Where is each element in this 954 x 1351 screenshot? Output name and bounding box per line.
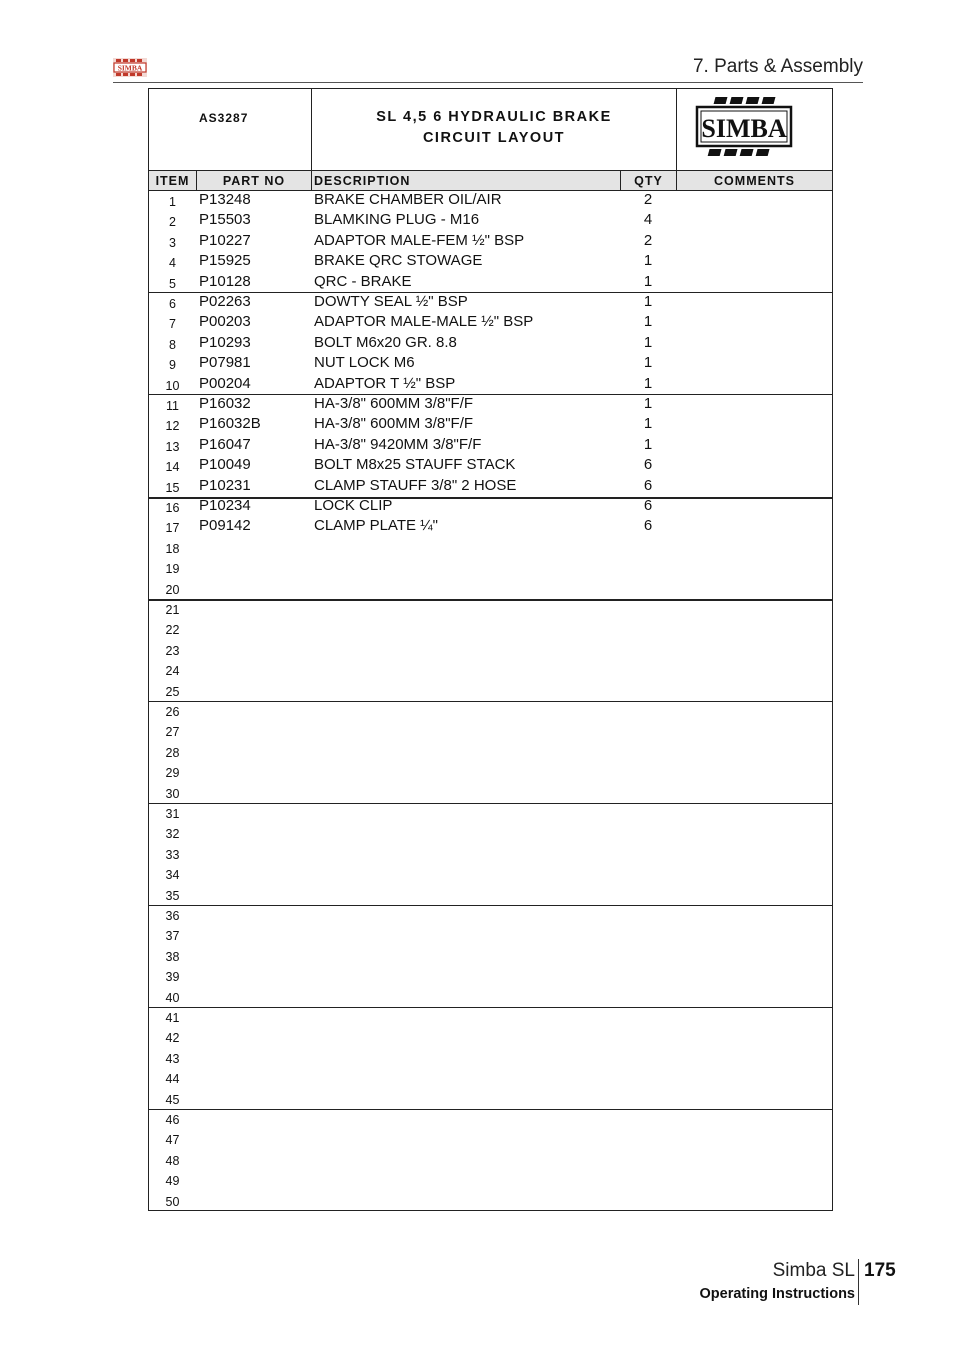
table-row (149, 884, 832, 904)
item-number: 12 (165, 419, 180, 434)
part-description: DOWTY SEAL ½" BSP (314, 293, 468, 310)
table-row (149, 1026, 832, 1046)
table-row (149, 272, 832, 292)
item-number: 30 (165, 786, 180, 801)
item-number: 2 (169, 215, 176, 230)
table-row (149, 210, 832, 230)
part-quantity: 1 (643, 293, 653, 310)
item-number: 18 (165, 541, 180, 556)
part-number: P00204 (199, 374, 251, 392)
table-row (149, 516, 832, 536)
table-row (149, 1169, 832, 1189)
table-row (149, 1108, 832, 1128)
page-number: 175 (864, 1260, 896, 1281)
item-number: 16 (165, 501, 180, 515)
part-description: BOLT M8x25 STAUFF STACK (314, 456, 516, 474)
table-row (149, 965, 832, 985)
header-divider (196, 171, 197, 190)
item-number: 46 (165, 1113, 180, 1127)
part-quantity: 4 (643, 211, 653, 229)
table-row (149, 578, 832, 598)
item-number: 13 (165, 439, 180, 454)
table-row (149, 945, 832, 965)
item-number: 17 (165, 521, 180, 536)
table-row (149, 1149, 832, 1169)
table-row (149, 986, 832, 1006)
col-qty-header: QTY (620, 171, 677, 190)
part-description: BLAMKING PLUG - M16 (314, 211, 480, 229)
col-part-no-header: PART NO (196, 171, 312, 190)
table-row (149, 843, 832, 863)
table-row (149, 537, 832, 557)
part-number: P10293 (199, 333, 251, 351)
table-row (149, 863, 832, 883)
item-number: 29 (165, 766, 180, 781)
item-number: 10 (165, 378, 180, 393)
part-quantity: 1 (643, 435, 653, 453)
section-title: 7. Parts & Assembly (692, 56, 863, 77)
simba-logo-small (113, 58, 147, 77)
item-number: 44 (165, 1072, 180, 1087)
table-row (149, 618, 832, 638)
part-quantity: 2 (643, 231, 653, 249)
part-quantity: 1 (643, 374, 653, 392)
part-quantity: 1 (643, 415, 653, 433)
item-number: 21 (165, 603, 180, 617)
table-row (149, 251, 832, 271)
part-number: P10234 (199, 497, 251, 514)
item-number: 24 (165, 664, 180, 679)
part-number: P09142 (199, 517, 251, 535)
col-description-header: DESCRIPTION (312, 171, 620, 190)
item-number: 6 (169, 297, 176, 311)
footer-divider (858, 1259, 859, 1305)
table-row (149, 557, 832, 577)
table-row (149, 394, 832, 414)
table-row (149, 720, 832, 740)
table-row (149, 700, 832, 720)
table-row (149, 333, 832, 353)
part-quantity: 6 (643, 476, 653, 494)
table-row (149, 455, 832, 475)
col-comments-header: COMMENTS (677, 171, 832, 190)
item-number: 33 (165, 847, 180, 862)
part-quantity: 1 (643, 313, 653, 331)
page-header (113, 56, 863, 83)
part-description: QRC - BRAKE (314, 272, 412, 290)
item-number: 14 (165, 460, 180, 475)
footer-product: Simba SL (772, 1260, 855, 1281)
sheet-title-line1: SL 4,5 6 HYDRAULIC BRAKE (376, 109, 612, 125)
table-row (149, 1190, 832, 1210)
item-number: 36 (165, 909, 180, 923)
item-number: 22 (165, 623, 180, 638)
part-description: LOCK CLIP (314, 497, 393, 514)
table-row (149, 312, 832, 332)
table-row (149, 639, 832, 659)
item-number: 32 (165, 827, 180, 842)
title-rule (149, 170, 832, 171)
part-description: HA-3/8" 600MM 3/8"F/F (314, 395, 474, 412)
part-quantity: 1 (643, 395, 653, 412)
part-description: ADAPTOR MALE-FEM ½" BSP (314, 231, 525, 249)
table-row (149, 414, 832, 434)
item-number: 8 (169, 337, 176, 352)
item-number: 38 (165, 949, 180, 964)
table-row (149, 924, 832, 944)
item-number: 48 (165, 1153, 180, 1168)
part-number: P10128 (199, 272, 251, 290)
item-number: 26 (165, 705, 180, 719)
table-row (149, 741, 832, 761)
item-number: 15 (165, 480, 180, 495)
part-description: CLAMP STAUFF 3/8" 2 HOSE (314, 476, 517, 494)
part-number: P13248 (199, 191, 251, 208)
col-item-header: ITEM (149, 171, 196, 190)
item-number: 7 (169, 317, 176, 332)
table-row (149, 1067, 832, 1087)
part-quantity: 1 (643, 272, 653, 290)
table-row (149, 1047, 832, 1067)
table-row (149, 374, 832, 394)
part-quantity: 2 (643, 191, 653, 208)
table-row (149, 904, 832, 924)
part-number: P10231 (199, 476, 251, 494)
sheet-title-line2: CIRCUIT LAYOUT (422, 130, 566, 146)
part-number: P15503 (199, 211, 251, 229)
item-number: 37 (165, 929, 180, 944)
item-number: 19 (165, 562, 180, 577)
part-quantity: 6 (643, 497, 653, 514)
part-description: ADAPTOR MALE-MALE ½" BSP (314, 313, 534, 331)
table-row (149, 761, 832, 781)
sheet-title (312, 107, 676, 149)
part-number: P02263 (199, 293, 251, 310)
item-number: 49 (165, 1174, 180, 1189)
table-row (149, 476, 832, 496)
item-number: 31 (165, 807, 180, 821)
item-number: 40 (165, 990, 180, 1005)
part-number: P16032 (199, 395, 251, 412)
part-number: P15925 (199, 252, 251, 270)
item-number: 41 (165, 1011, 180, 1025)
item-number: 20 (165, 582, 180, 597)
table-row (149, 822, 832, 842)
item-number: 1 (169, 195, 176, 209)
part-quantity: 1 (643, 252, 653, 270)
logo-text: SIMBA (701, 114, 787, 143)
part-quantity: 1 (643, 333, 653, 351)
small-logo-text: SIMBA (117, 63, 143, 73)
item-number: 42 (165, 1031, 180, 1046)
header-divider (620, 171, 621, 190)
part-description: NUT LOCK M6 (314, 354, 415, 372)
part-number: P07981 (199, 354, 251, 372)
part-description: HA-3/8" 9420MM 3/8"F/F (314, 435, 482, 453)
part-description: BOLT M6x20 GR. 8.8 (314, 333, 457, 351)
table-row (149, 190, 832, 210)
part-number: P16032B (199, 415, 261, 433)
table-row (149, 1006, 832, 1026)
item-number: 47 (165, 1133, 180, 1148)
part-quantity: 6 (643, 456, 653, 474)
table-row (149, 353, 832, 373)
part-description: BRAKE QRC STOWAGE (314, 252, 483, 270)
item-number: 4 (169, 256, 176, 271)
table-row (149, 659, 832, 679)
item-number: 45 (165, 1092, 180, 1107)
table-row (149, 1128, 832, 1148)
item-number: 50 (165, 1194, 180, 1209)
item-number: 5 (169, 276, 176, 291)
title-divider (676, 89, 677, 190)
assembly-code: AS3287 (199, 111, 249, 125)
part-description: CLAMP PLATE ¼" (314, 517, 438, 535)
simba-logo (694, 95, 794, 159)
item-number: 28 (165, 745, 180, 760)
title-divider (311, 89, 312, 190)
table-row (149, 680, 832, 700)
item-number: 39 (165, 970, 180, 985)
item-number: 3 (169, 235, 176, 250)
item-number: 9 (169, 358, 176, 373)
part-quantity: 1 (643, 354, 653, 372)
part-number: P10227 (199, 231, 251, 249)
table-row (149, 1088, 832, 1108)
table-row (149, 292, 832, 312)
table-row (149, 802, 832, 822)
part-description: ADAPTOR T ½" BSP (314, 374, 456, 392)
item-number: 43 (165, 1051, 180, 1066)
parts-sheet (148, 88, 833, 1211)
part-description: BRAKE CHAMBER OIL/AIR (314, 191, 502, 208)
part-description: HA-3/8" 600MM 3/8"F/F (314, 415, 474, 433)
part-number: P16047 (199, 435, 251, 453)
part-quantity: 6 (643, 517, 653, 535)
table-row (149, 782, 832, 802)
item-number: 35 (165, 888, 180, 903)
table-row (149, 598, 832, 618)
part-number: P00203 (199, 313, 251, 331)
table-row (149, 231, 832, 251)
item-number: 34 (165, 868, 180, 883)
footer-subtitle: Operating Instructions (699, 1286, 855, 1302)
item-number: 11 (166, 399, 179, 413)
part-number: P10049 (199, 456, 251, 474)
item-number: 27 (165, 725, 180, 740)
item-number: 23 (165, 643, 180, 658)
table-row (149, 496, 832, 516)
item-number: 25 (165, 684, 180, 699)
table-row (149, 435, 832, 455)
